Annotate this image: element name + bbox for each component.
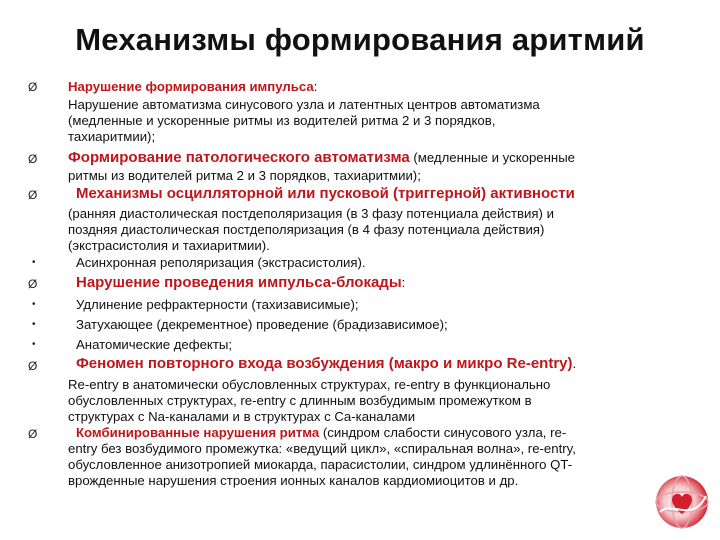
item-1-line-2: (медленные и ускоренные ритмы из водителей ритма 2 и 3 порядков, <box>68 113 496 128</box>
item-7-line-3: структурах с Na-каналами и в структурах с Ca-каналами <box>68 409 416 424</box>
item-2-line-1: ритмы из водителей ритма 2 и 3 порядков, тахиаритмии); <box>68 168 421 183</box>
arrow-bullet-icon: Ø <box>28 152 38 166</box>
item-2-heading: Формирование патологического автоматизма <box>68 149 410 166</box>
item-7-line-1: Re-entry в анатомически обусловленных структурах, re-entry в функционально <box>68 377 551 392</box>
item-6-bullet-2: Затухающее (декрементное) проведение (брадизависимое); <box>76 317 448 332</box>
arrow-bullet-icon: Ø <box>28 359 38 373</box>
item-8-suffix: (синдром слабости синусового узла, re- <box>319 425 567 440</box>
dot-bullet-icon: • <box>32 299 36 310</box>
item-7-line-2: обусловленных структурах, re-entry с длинным возбудимым промежутком в <box>68 393 532 408</box>
item-8-line-1: entry без возбудимого промежутка: «ведущий цикл», «спиральная волна», re-entry, <box>68 441 576 456</box>
arrow-bullet-icon: Ø <box>28 80 38 94</box>
item-2-heading-line <box>68 150 575 165</box>
item-7-suffix: . <box>572 356 577 371</box>
item-5-heading-line <box>76 275 405 290</box>
dot-bullet-icon: • <box>32 339 36 350</box>
item-7-heading-line <box>76 356 576 371</box>
item-5-suffix: : <box>401 275 406 290</box>
item-3-line-2: поздняя диастолическая постдеполяризация (в 4 фазу потенциала действия) <box>68 222 545 237</box>
arrow-bullet-icon: Ø <box>28 188 38 202</box>
item-7-heading: Феномен повторного входа возбуждения (макро и микро Re-entry) <box>76 355 573 372</box>
item-8-heading-line <box>76 425 566 440</box>
item-4-bullet: Асинхронная реполяризация (экстрасистолия). <box>76 255 366 270</box>
item-2-suffix: (медленные и ускоренные <box>409 150 576 165</box>
dot-bullet-icon: • <box>32 319 36 330</box>
item-1-heading-line <box>68 79 317 94</box>
item-3-line-1: (ранняя диастолическая постдеполяризация (в 3 фазу потенциала действия) и <box>68 206 554 221</box>
item-1-heading: Нарушение формирования импульса <box>68 79 314 94</box>
item-6-bullet-3: Анатомические дефекты; <box>76 337 233 352</box>
item-3-heading-line <box>76 186 575 201</box>
arrow-bullet-icon: Ø <box>28 427 38 441</box>
item-6-bullet-1: Удлинение рефрактерности (тахизависимые); <box>76 297 359 312</box>
item-3-heading: Механизмы осцилляторной или пусковой (триггерной) активности <box>76 185 575 202</box>
item-1-line-1: Нарушение автоматизма синусового узла и латентных центров автоматизма <box>68 97 540 112</box>
dot-bullet-icon: • <box>32 257 36 268</box>
item-8-heading: Комбинированные нарушения ритма <box>76 425 320 440</box>
item-1-line-3: тахиаритмии); <box>68 129 156 144</box>
slide-title: Механизмы формирования аритмий <box>75 22 645 57</box>
heart-globe-logo-icon <box>652 472 712 532</box>
arrow-bullet-icon: Ø <box>28 277 38 291</box>
item-8-line-3: врожденные нарушения строения ионных каналов кардиомиоцитов и др. <box>68 473 519 488</box>
item-3-line-3: (экстрасистолия и тахиаритмии). <box>68 238 270 253</box>
item-5-heading: Нарушение проведения импульса-блокады <box>76 274 402 291</box>
item-8-line-2: обусловленное анизотропией миокарда, парасистолии, синдром удлинённого QT- <box>68 457 573 472</box>
item-1-suffix: : <box>313 79 318 94</box>
